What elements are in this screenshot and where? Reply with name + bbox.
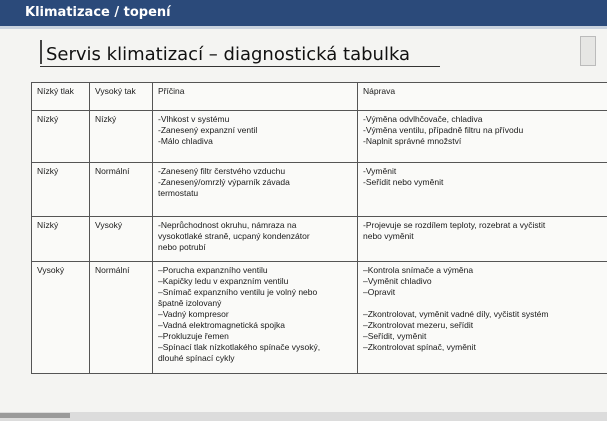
fix-cell — [358, 111, 607, 163]
cause-line: –Prokluzuje řemen — [158, 331, 229, 341]
cause-line: –Porucha expanzního ventilu — [158, 265, 268, 275]
fix-spacer — [363, 298, 602, 309]
cause-line: -Zanesený expanzní ventil — [158, 125, 258, 135]
cause-line: -Zanesený/omrzlý výparník závada — [158, 177, 290, 187]
cause-line: -Vlhkost v systému — [158, 114, 230, 124]
high-pressure-cell: Normální — [90, 163, 153, 217]
fix-line: -Vyměnit — [363, 166, 397, 176]
fix-line: –Zkontrolovat, vyměnit vadné díly, vyčistit systém — [363, 309, 549, 319]
table-row — [32, 111, 607, 163]
cause-line: nebo potrubí — [158, 242, 206, 252]
table-row — [32, 163, 607, 217]
fix-line: –Zkontrolovat spínač, vyměnit — [363, 342, 476, 352]
header-cause: Příčina — [153, 83, 358, 111]
fix-line: -Projevuje se rozdílem teploty, rozebrat a vyčistit — [363, 220, 546, 230]
title-underline — [40, 66, 440, 67]
high-pressure-cell: Nízký — [90, 111, 153, 163]
fix-line: -Naplnit správné množství — [363, 136, 462, 146]
fix-line: –Seřídit, vyměnit — [363, 331, 427, 341]
table-header-row — [32, 83, 607, 111]
cause-line: -Neprůchodnost okruhu, námraza na — [158, 220, 297, 230]
cause-cell — [153, 262, 358, 374]
cause-cell — [153, 111, 358, 163]
table-row — [32, 217, 607, 262]
cause-line: špatně izolovaný — [158, 298, 222, 308]
fix-line: –Opravit — [363, 287, 396, 297]
fix-line: -Seřídit nebo vyměnit — [363, 177, 444, 187]
fix-line: –Kontrola snímače a výměna — [363, 265, 474, 275]
high-pressure-cell: Normální — [90, 262, 153, 374]
fix-line: –Vyměnit chladivo — [363, 276, 432, 286]
cause-cell — [153, 163, 358, 217]
fix-cell — [358, 262, 607, 374]
header-divider — [0, 26, 607, 29]
fix-line: nebo vyměnit — [363, 231, 414, 241]
section-title: Klimatizace / topení — [25, 5, 171, 20]
cause-line: –Vadný kompresor — [158, 309, 229, 319]
cause-line: termostatu — [158, 188, 199, 198]
cause-cell — [153, 217, 358, 262]
low-pressure-cell: Nízký — [32, 111, 90, 163]
cause-line: –Snímač expanzního ventilu je volný nebo — [158, 287, 318, 297]
fix-line: -Výměna ventilu, případně filtru na přívodu — [363, 125, 524, 135]
section-header — [0, 0, 607, 26]
header-high-pressure: Vysoký tak — [90, 83, 153, 111]
cause-line: vysokotlaké straně, ucpaný kondenzátor — [158, 231, 310, 241]
header-fix: Náprava — [358, 83, 607, 111]
fix-cell — [358, 217, 607, 262]
diagnostic-table — [31, 82, 607, 374]
cause-line: -Zanesený filtr čerstvého vzduchu — [158, 166, 286, 176]
table-row — [32, 262, 607, 374]
header-low-pressure: Nízký tlak — [32, 83, 90, 111]
cause-line: -Málo chladiva — [158, 136, 213, 146]
footer-strip — [0, 412, 607, 421]
cause-line: dlouhé spínací cykly — [158, 353, 235, 363]
page-title: Servis klimatizací – diagnostická tabulka — [46, 44, 411, 65]
low-pressure-cell: Vysoký — [32, 262, 90, 374]
cause-line: –Kapičky ledu v expanzním ventilu — [158, 276, 289, 286]
fix-cell — [358, 163, 607, 217]
low-pressure-cell: Nízký — [32, 217, 90, 262]
fix-line: -Výměna odvlhčovače, chladiva — [363, 114, 483, 124]
title-tab-decoration — [580, 36, 596, 66]
fix-line: –Zkontrolovat mezeru, seřídit — [363, 320, 474, 330]
footer-mark — [0, 413, 70, 418]
high-pressure-cell: Vysoký — [90, 217, 153, 262]
low-pressure-cell: Nízký — [32, 163, 90, 217]
cause-line: –Spínací tlak nízkotlakého spínače vysoký, — [158, 342, 321, 352]
cause-line: –Vadná elektromagnetická spojka — [158, 320, 285, 330]
